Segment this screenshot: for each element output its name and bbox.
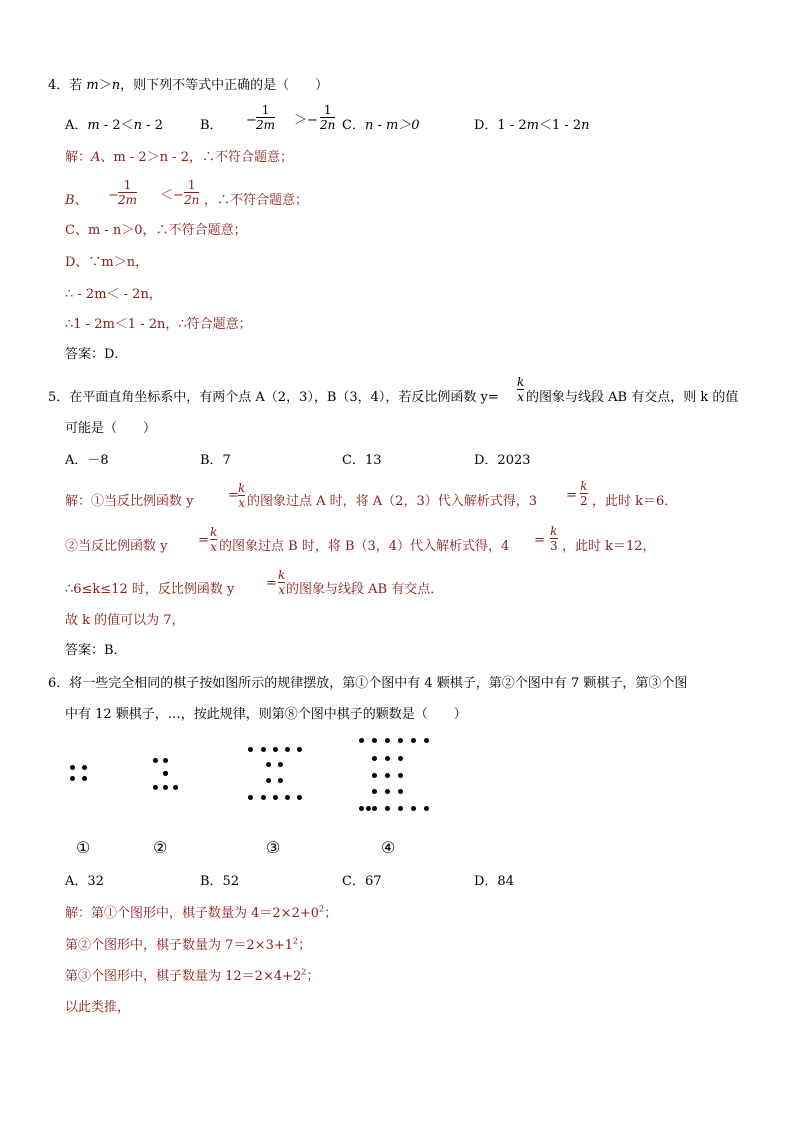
chess-piece-dot <box>278 762 283 767</box>
chess-piece-dot <box>248 747 253 752</box>
q5-solution-3-frac: k x <box>278 568 286 597</box>
chess-piece-dot <box>285 795 290 800</box>
q4-solution-a: 解：A、m - 2＞n - 2，∴不符合题意； <box>65 150 293 165</box>
q6-option-b: B．52 <box>200 874 240 889</box>
chess-piece-dot <box>424 738 429 743</box>
q4-option-d: D．1 - 2m＜1 - 2n <box>474 118 590 133</box>
chess-piece-dot <box>372 738 377 743</box>
q4-stem: 4．若 m＞n，则下列不等式中正确的是（ ） <box>48 78 329 93</box>
q5-option-b: B．7 <box>200 453 231 468</box>
q5-solution-2-b: 的图象过点 B 时，将 B（3，4）代入解析式得，4 <box>219 539 510 554</box>
q6-figure-label-3: ③ <box>266 838 281 857</box>
q6-figure-label-1: ① <box>76 838 91 857</box>
q4-answer: 答案：D． <box>65 347 128 362</box>
chess-piece-dot <box>273 795 278 800</box>
q6-option-d: D．84 <box>474 874 514 889</box>
chess-piece-dot <box>266 778 271 783</box>
chess-piece-dot <box>385 806 390 811</box>
chess-piece-dot <box>411 806 416 811</box>
q5-solution-1-eq: = <box>228 488 239 503</box>
chess-piece-dot <box>372 756 377 761</box>
q5-solution-2-frac2: k 3 <box>550 524 558 553</box>
chess-piece-dot <box>372 806 377 811</box>
q6-figure-label-4: ④ <box>381 838 396 857</box>
chess-piece-dot <box>398 789 403 794</box>
chess-piece-dot <box>70 776 75 781</box>
q4-solution-d3: ∴1 - 2m＜1 - 2n，∴符合题意； <box>65 317 252 332</box>
q6-solution-4: 以此类推， <box>65 1000 131 1015</box>
q5-solution-2-eq2: = <box>534 533 545 548</box>
q5-solution-1-frac: k x <box>238 481 246 510</box>
q6-solution-1: 解：第①个图形中，棋子数量为 $4=2\times 2+0^2$； <box>65 904 338 921</box>
chess-piece-dot <box>398 738 403 743</box>
q5-stem-2: 可能是（ ） <box>65 421 157 436</box>
q5-solution-4: 故 k 的值可以为 7， <box>65 613 185 628</box>
chess-piece-dot <box>398 806 403 811</box>
chess-piece-dot <box>163 771 168 776</box>
q4-solution-b-label: B、 <box>65 193 88 208</box>
q4-option-a: A．m - 2＜n - 2 <box>65 118 163 133</box>
q4-solution-b-frac1: 1 2m <box>118 178 138 207</box>
chess-piece-dot <box>285 747 290 752</box>
q4-solution-b-text: ，∴不符合题意； <box>204 193 309 208</box>
chess-piece-dot <box>70 765 75 770</box>
q4-option-b-frac2: 1 2n <box>320 103 336 132</box>
q6-option-c: C．67 <box>342 874 382 889</box>
chess-piece-dot <box>385 789 390 794</box>
chess-piece-dot <box>153 758 158 763</box>
chess-piece-dot <box>424 806 429 811</box>
q6-figure-label-2: ② <box>153 838 168 857</box>
q5-stem-1: 5．在平面直角坐标系中，有两个点 A（2，3），B（3，4），若反比例函数 y= <box>48 390 499 405</box>
q5-solution-3-b: 的图象与线段 AB 有交点． <box>286 582 444 597</box>
q5-solution-2-a: ②当反比例函数 y <box>65 539 168 554</box>
q5-solution-2-frac: k x <box>210 525 218 554</box>
chess-piece-dot <box>297 747 302 752</box>
q5-solution-2-eq: = <box>198 533 209 548</box>
q6-option-a: A．32 <box>65 874 104 889</box>
q5-solution-2-c: ，此时 k＝12， <box>562 539 656 554</box>
chess-piece-dot <box>385 756 390 761</box>
q5-stem-1-rest: 的图象与线段 AB 有交点，则 k 的值 <box>526 390 739 405</box>
q4-option-c: C．n - m＞0 <box>342 118 420 133</box>
chess-piece-dot <box>261 795 266 800</box>
chess-piece-dot <box>411 738 416 743</box>
q5-solution-1-c: ，此时 k＝6． <box>592 494 678 509</box>
chess-piece-dot <box>173 785 178 790</box>
chess-piece-dot <box>372 773 377 778</box>
chess-piece-dot <box>385 773 390 778</box>
q5-solution-3-eq: = <box>266 576 277 591</box>
q5-answer: 答案：B． <box>65 643 127 658</box>
chess-piece-dot <box>278 778 283 783</box>
chess-piece-dot <box>248 795 253 800</box>
q4-option-b-label: B． <box>200 118 223 133</box>
chess-piece-dot <box>372 789 377 794</box>
q5-option-a: A．－8 <box>65 453 109 468</box>
q4-option-b-minus: − <box>246 113 257 128</box>
q6-solution-3: 第③个图形中，棋子数量为 $12=2\times 4+2^2$； <box>65 967 320 984</box>
q5-solution-1-frac2: k 2 <box>580 479 588 508</box>
chess-piece-dot <box>153 785 158 790</box>
q5-solution-1-b: 的图象过点 A 时，将 A（2，3）代入解析式得，3 <box>247 494 537 509</box>
q4-solution-d1: D、∵m＞n， <box>65 255 149 270</box>
chess-piece-dot <box>398 773 403 778</box>
q6-stem-1: 6．将一些完全相同的棋子按如图所示的规律摆放，第①个图中有 4 颗棋子，第②个图中有 7 颗棋子，第③个图 <box>48 676 688 691</box>
chess-piece-dot <box>398 756 403 761</box>
q6-solution-2: 第②个图形中，棋子数量为 $7=2\times 3+1^2$； <box>65 936 312 953</box>
chess-piece-dot <box>163 785 168 790</box>
q4-option-b-frac1: 1 2m <box>256 103 276 132</box>
chess-piece-dot <box>82 765 87 770</box>
q4-solution-b-minus: − <box>108 188 119 203</box>
q5-option-d: D．2023 <box>474 453 531 468</box>
q5-solution-3-a: ∴6≤k≤12 时，反比例函数 y <box>65 582 235 597</box>
chess-piece-dot <box>163 758 168 763</box>
q5-solution-1-eq2: = <box>566 488 577 503</box>
chess-piece-dot <box>359 738 364 743</box>
q6-stem-2: 中有 12 颗棋子，…，按此规律，则第⑧个图中棋子的颗数是（ ） <box>65 707 467 722</box>
q4-solution-c: C、m - n＞0，∴不符合题意； <box>65 223 247 238</box>
q5-stem-frac: k x <box>517 375 525 404</box>
chess-piece-dot <box>385 738 390 743</box>
chess-piece-dot <box>359 806 364 811</box>
q4-option-b-gt: ＞− <box>294 113 318 128</box>
q4-solution-d2: ∴ - 2m＜ - 2n， <box>65 287 162 302</box>
q5-solution-1-a: 解：①当反比例函数 y <box>65 494 194 509</box>
q5-option-c: C．13 <box>342 453 382 468</box>
chess-piece-dot <box>266 762 271 767</box>
chess-piece-dot <box>261 747 266 752</box>
chess-piece-dot <box>82 776 87 781</box>
q4-solution-b-frac2: 1 2n <box>184 178 200 207</box>
chess-piece-dot <box>297 795 302 800</box>
chess-piece-dot <box>273 747 278 752</box>
chess-piece-dot <box>366 806 371 811</box>
q4-solution-b-lt: ＜− <box>160 188 184 203</box>
